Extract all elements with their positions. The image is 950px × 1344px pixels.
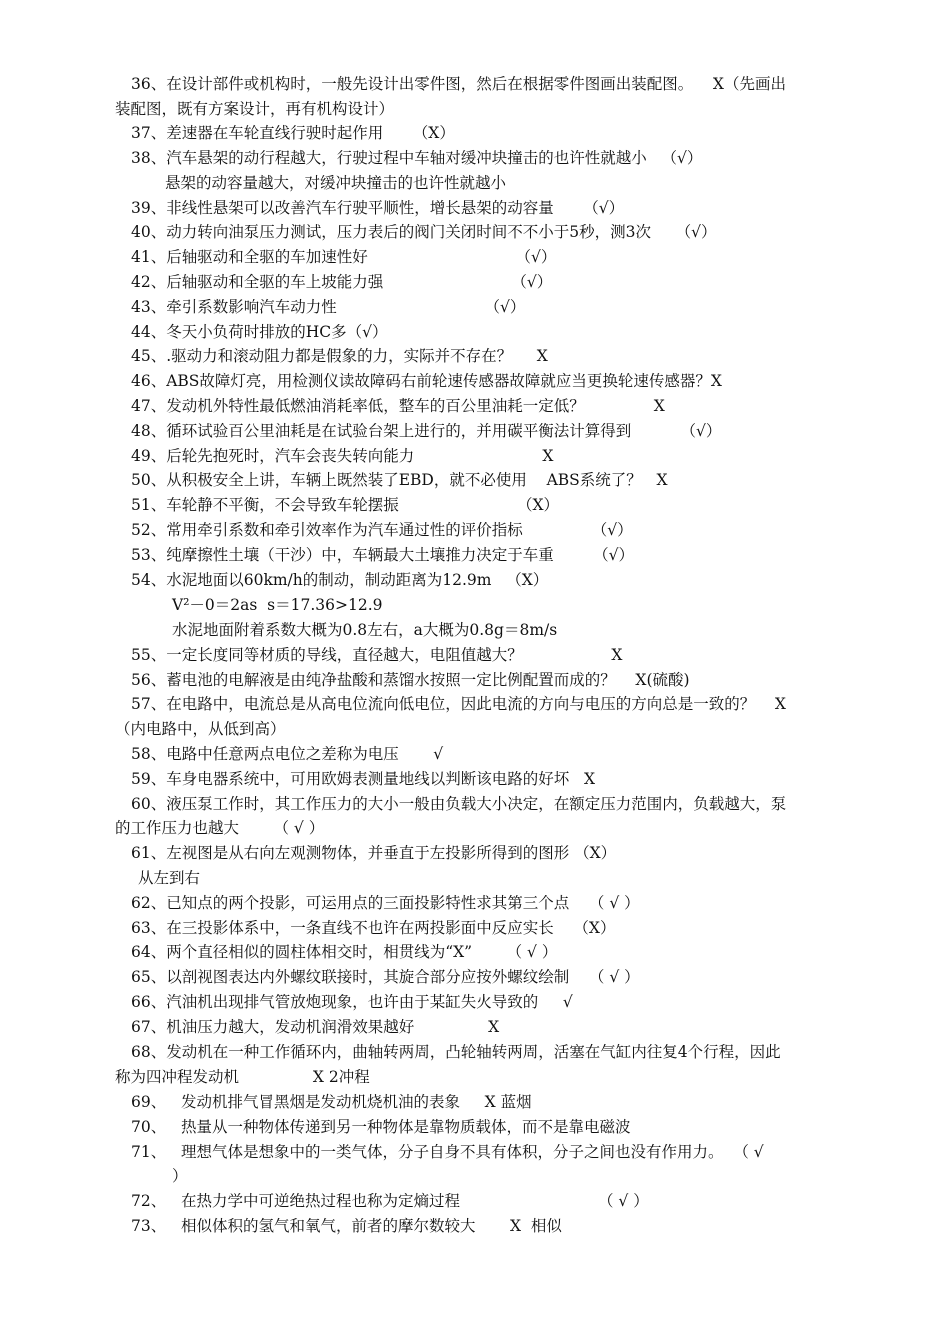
text-line: 水泥地面附着系数大概为0.8左右，a大概为0.8g＝8m/s bbox=[172, 621, 558, 639]
text-line: 54、水泥地面以60km/h的制动，制动距离为12.9m （X） bbox=[131, 571, 549, 589]
text-line: 39、非线性悬架可以改善汽车行驶平顺性，增长悬架的动容量 （√） bbox=[131, 199, 625, 217]
text-line: 悬架的动容量越大，对缓冲块撞击的也许性就越小 bbox=[165, 174, 507, 192]
text-line: V²－0＝2as s＝17.36>12.9 bbox=[172, 596, 383, 614]
text-line: （内电路中，从低到高） bbox=[115, 720, 286, 738]
text-line: 49、后轮先抱死时，汽车会丧失转向能力 X bbox=[131, 447, 554, 465]
text-line: 60、液压泵工作时，其工作压力的大小一般由负载大小决定，在额定压力范围内，负载越大，泵 bbox=[131, 795, 787, 813]
text-line: 38、汽车悬架的动行程越大，行驶过程中车轴对缓冲块撞击的也许性就越小 （√） bbox=[131, 149, 703, 167]
text-line: 68、发动机在一种工作循环内，曲轴转两周，凸轮轴转两周，活塞在气缸内往复4个行程，因此 bbox=[131, 1043, 781, 1061]
text-line: 71、 理想气体是想象中的一类气体，分子自身不具有体积，分子之间也没有作用力。 （ √ bbox=[131, 1143, 764, 1161]
text-line: 46、ABS故障灯亮，用检测仪读故障码右前轮速传感器故障就应当更换轮速传感器？X bbox=[131, 372, 722, 390]
text-line: 从左到右 bbox=[138, 869, 201, 887]
text-line: 56、蓄电池的电解液是由纯净盐酸和蒸馏水按照一定比例配置而成的？ X(硫酸) bbox=[131, 671, 690, 689]
text-line: 53、纯摩擦性土壤（干沙）中，车辆最大土壤推力决定于车重 （√） bbox=[131, 546, 635, 564]
text-line: 62、已知点的两个投影，可运用点的三面投影特性求其第三个点 （ √ ） bbox=[131, 894, 640, 912]
text-line: 45、.驱动力和滚动阻力都是假象的力，实际并不存在？ X bbox=[131, 347, 548, 365]
text-line: 称为四冲程发动机 X 2冲程 bbox=[115, 1068, 370, 1086]
text-line: 55、一定长度同等材质的导线，直径越大，电阻值越大？ X bbox=[131, 646, 623, 664]
text-line: 65、以剖视图表达内外螺纹联接时，其旋合部分应按外螺纹绘制 （ √ ） bbox=[131, 968, 640, 986]
text-line: 59、车身电器系统中，可用欧姆表测量地线以判断该电路的好坏 X bbox=[131, 770, 596, 788]
text-line: 40、动力转向油泵压力测试，压力表后的阀门关闭时间不不小于5秒，测3次 （√） bbox=[131, 223, 717, 241]
text-line: 50、从积极安全上讲，车辆上既然装了EBD，就不必使用 ABS系统了？ X bbox=[131, 471, 668, 489]
text-line: 51、车轮静不平衡，不会导致车轮摆振 （X） bbox=[131, 496, 560, 514]
text-line: 64、两个直径相似的圆柱体相交时，相贯线为“X” （ √ ） bbox=[131, 943, 558, 961]
text-line: 58、电路中任意两点电位之差称为电压 √ bbox=[131, 745, 444, 763]
text-line: 36、在设计部件或机构时，一般先设计出零件图，然后在根据零件图画出装配图。 X（先画出 bbox=[131, 75, 786, 93]
text-line: 的工作压力也越大 （ √ ） bbox=[115, 819, 325, 837]
text-line: 48、循环试验百公里油耗是在试验台架上进行的，并用碳平衡法计算得到 （√） bbox=[131, 422, 722, 440]
text-line: 61、左视图是从右向左观测物体，并垂直于左投影所得到的图形 （X） bbox=[131, 844, 617, 862]
text-line: 42、后轴驱动和全驱的车上坡能力强 （√） bbox=[131, 273, 553, 291]
text-line: 43、牵引系数影响汽车动力性 （√） bbox=[131, 298, 526, 316]
text-line: 44、冬天小负荷时排放的HC多（√） bbox=[131, 323, 388, 341]
text-line: 47、发动机外特性最低燃油消耗率低，整车的百公里油耗一定低？ X bbox=[131, 397, 665, 415]
text-line: 63、在三投影体系中，一条直线不也许在两投影面中反应实长 （X） bbox=[131, 919, 616, 937]
text-line: ） bbox=[172, 1167, 188, 1185]
text-line: 装配图，既有方案设计，再有机构设计） bbox=[115, 100, 395, 118]
text-line: 72、 在热力学中可逆绝热过程也称为定熵过程 （ √ ） bbox=[131, 1192, 649, 1210]
text-line: 37、差速器在车轮直线行驶时起作用 （X） bbox=[131, 124, 455, 142]
text-line: 69、 发动机排气冒黑烟是发动机烧机油的表象 X 蓝烟 bbox=[131, 1093, 532, 1111]
text-line: 67、机油压力越大，发动机润滑效果越好 X bbox=[131, 1018, 500, 1036]
text-line: 70、 热量从一种物体传递到另一种物体是靠物质载体，而不是靠电磁波 bbox=[131, 1118, 631, 1136]
text-line: 57、在电路中，电流总是从高电位流向低电位，因此电流的方向与电压的方向总是一致的？ X bbox=[131, 695, 786, 713]
text-line: 41、后轴驱动和全驱的车加速性好 （√） bbox=[131, 248, 557, 266]
text-line: 52、常用牵引系数和牵引效率作为汽车通过性的评价指标 （√） bbox=[131, 521, 633, 539]
text-line: 66、汽油机出现排气管放炮现象，也许由于某缸失火导致的 √ bbox=[131, 993, 573, 1011]
text-line: 73、 相似体积的氢气和氧气，前者的摩尔数较大 X 相似 bbox=[131, 1217, 562, 1235]
